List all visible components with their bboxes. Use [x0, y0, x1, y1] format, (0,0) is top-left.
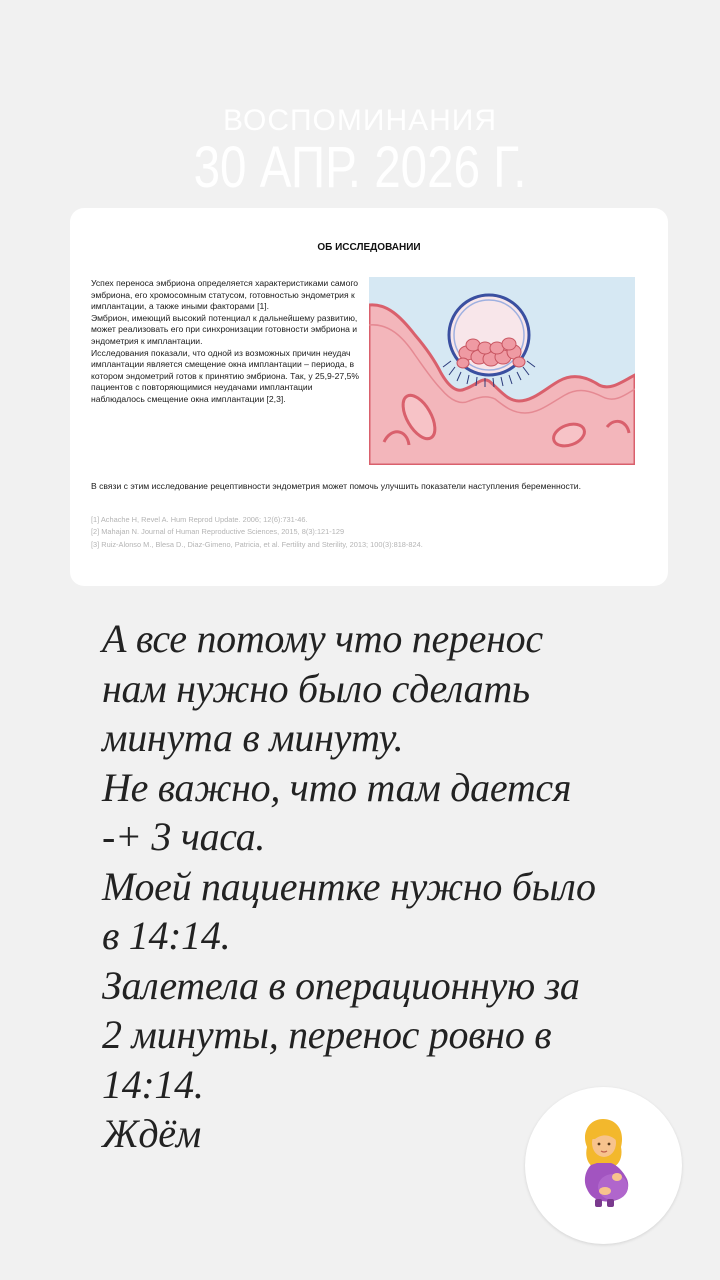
- caption-line: А все потому что перенос: [102, 616, 543, 661]
- card-paragraph: Исследования показали, что одной из возможных причин неудач имплантации является смещение окна имплантации – периода, в котором эндометрий готов к принятию эмбриона. Так, у 25,9-27,5% пациентов с повторяющимися неудачами имплантации наблюдалось смещение окна имплантации [2,3].: [91, 347, 360, 404]
- caption-line: Не важно, что там дается: [102, 764, 572, 810]
- memories-label: ВОСПОМИНАНИЯ: [222, 104, 498, 137]
- sticker[interactable]: [525, 1087, 682, 1244]
- research-card: [70, 208, 668, 586]
- caption-line: -+ 3 часа.: [102, 814, 266, 859]
- caption-line: 14:14.: [102, 1061, 204, 1107]
- caption-line: нам нужно было сделать: [102, 665, 530, 711]
- caption-line: в 14:14.: [102, 913, 231, 958]
- card-paragraph: Эмбрион, имеющий высокий потенциал к дальнейшему развитию, может реализовать его при синхронизации готовности эмбриона и эндометрия к имплантации.: [91, 312, 358, 346]
- caption-line: Ждём: [102, 1111, 201, 1156]
- embryo-implantation-illustration: [369, 277, 635, 465]
- reference-item: [2] Mahajan N. Journal of Human Reproductive Sciences, 2015, 8(3):121-129: [91, 527, 345, 537]
- card-body: [91, 278, 359, 406]
- card-title: ОБ ИССЛЕДОВАНИИ: [317, 242, 421, 253]
- reference-item: [3] Ruiz-Alonso M., Blesa D., Diaz-Gimeno, Patricia, et al. Fertility and Sterility, 2013; 100(3):818-824.: [91, 539, 423, 549]
- caption-line: 2 минуты, перенос ровно в: [102, 1012, 552, 1057]
- references-list: [91, 514, 651, 551]
- reference-item: [1] Achache H, Revel A. Hum Reprod Update. 2006; 12(6):731-46.: [91, 515, 308, 524]
- memories-date: 30 АПР. 2026 Г.: [193, 135, 527, 200]
- caption-line: Моей пациентке нужно было: [102, 863, 596, 909]
- pregnant-woman-icon: [573, 1117, 635, 1207]
- card-conclusion: В связи с этим исследование рецептивности эндометрия может помочь улучшить показатели наступления беременности.: [91, 481, 581, 491]
- story-caption: [102, 614, 662, 1159]
- caption-line: Залетела в операционную за: [102, 962, 580, 1008]
- caption-line: минута в минуту.: [102, 715, 404, 760]
- card-paragraph: Успех переноса эмбриона определяется характеристиками самого эмбриона, его хромосомным статусом, готовностью эндометрия к имплантации, а также иными факторами [1].: [91, 278, 359, 312]
